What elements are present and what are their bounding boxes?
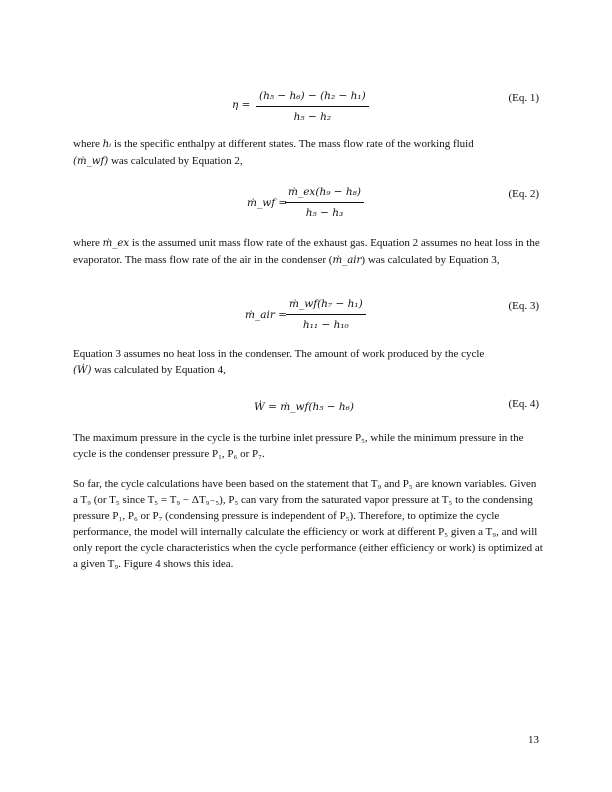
eq2-label: (Eq. 2) — [508, 188, 539, 200]
page-number: 13 — [528, 734, 539, 746]
inline-m-ex: ṁ_ex — [102, 238, 130, 249]
inline-m-air: ṁ_air — [332, 255, 362, 266]
paragraph-3 — [73, 346, 543, 379]
eq4-label: (Eq. 4) — [508, 398, 539, 410]
eq3-denominator: h₁₁ − h₁₀ — [302, 319, 349, 331]
paragraph-2-text: where ṁ_ex is the assumed unit mass flow rate of the exhaust gas. Equation 2 assumes no heat loss in the evaporator. The mass flow rate of the air in the condenser (ṁ_air) was calculated by Equation 3, — [73, 237, 540, 266]
eq1-denominator: h₅ − h₂ — [293, 111, 332, 123]
fraction-bar — [286, 314, 366, 315]
paragraph-1-text: where hᵢ is the specific enthalpy at different states. The mass flow rate of the working fluid (ṁ_wf) was calculated by Equation 2, — [73, 138, 474, 167]
paragraph-2 — [73, 235, 543, 269]
eq3-lhs: ṁ_air = — [245, 309, 287, 321]
eq1-label: (Eq. 1) — [508, 92, 539, 104]
paragraph-4 — [73, 430, 543, 462]
eq4-body: Ẇ = ṁ_wf(h₅ − h₆) — [254, 401, 354, 413]
eq3-fraction — [286, 296, 366, 333]
eq2-denominator: h₅ − h₃ — [305, 207, 344, 219]
inline-m-wf: (ṁ_wf) — [73, 156, 109, 167]
paragraph-1 — [73, 136, 543, 170]
eq2-numerator: ṁ_ex(h₉ − h₈) — [288, 186, 361, 198]
eq1-fraction — [256, 88, 369, 125]
eq1-numerator: (h₅ − h₆) − (h₂ − h₁) — [259, 90, 366, 102]
paragraph-4-text: The maximum pressure in the cycle is the turbine inlet pressure P₅, while the minimum pressure in the cycle is the condenser pressure P₁, P₆ or P₇. — [73, 432, 524, 460]
eq3-numerator: ṁ_wf(h₇ − h₁) — [289, 298, 363, 310]
eq3-label: (Eq. 3) — [508, 300, 539, 312]
paragraph-5-text: So far, the cycle calculations have been based on the statement that T₉ and P₅ are known variables. Given a T₉ (or T₅ since T₅ = T₉ − ΔT₉₋₅), P₅ can vary from the saturated vapor pressure at T₅ to the condensing pressure P₁, P₆ or P₇ (condensing pressure is independent of P₅). Therefore, to optimize the cycle performance, the model will internally calculate the efficiency or work at different P₅ given a T₉, and will only report the cycle characteristics when the cycle performance (either efficiency or work) is optimized at a given T₉. Figure 4 shows this idea. — [73, 478, 543, 570]
fraction-bar — [256, 106, 369, 107]
eq2-fraction — [285, 184, 364, 221]
inline-h-i: hᵢ — [102, 139, 112, 150]
paragraph-5 — [73, 476, 543, 572]
eq1-lhs: η = — [232, 99, 251, 111]
inline-w: (Ẇ) — [73, 365, 92, 376]
paragraph-3-text: Equation 3 assumes no heat loss in the condenser. The amount of work produced by the cycle (Ẇ) was calculated by Equation 4, — [73, 348, 485, 376]
fraction-bar — [285, 202, 364, 203]
eq2-lhs: ṁ_wf = — [247, 197, 288, 209]
